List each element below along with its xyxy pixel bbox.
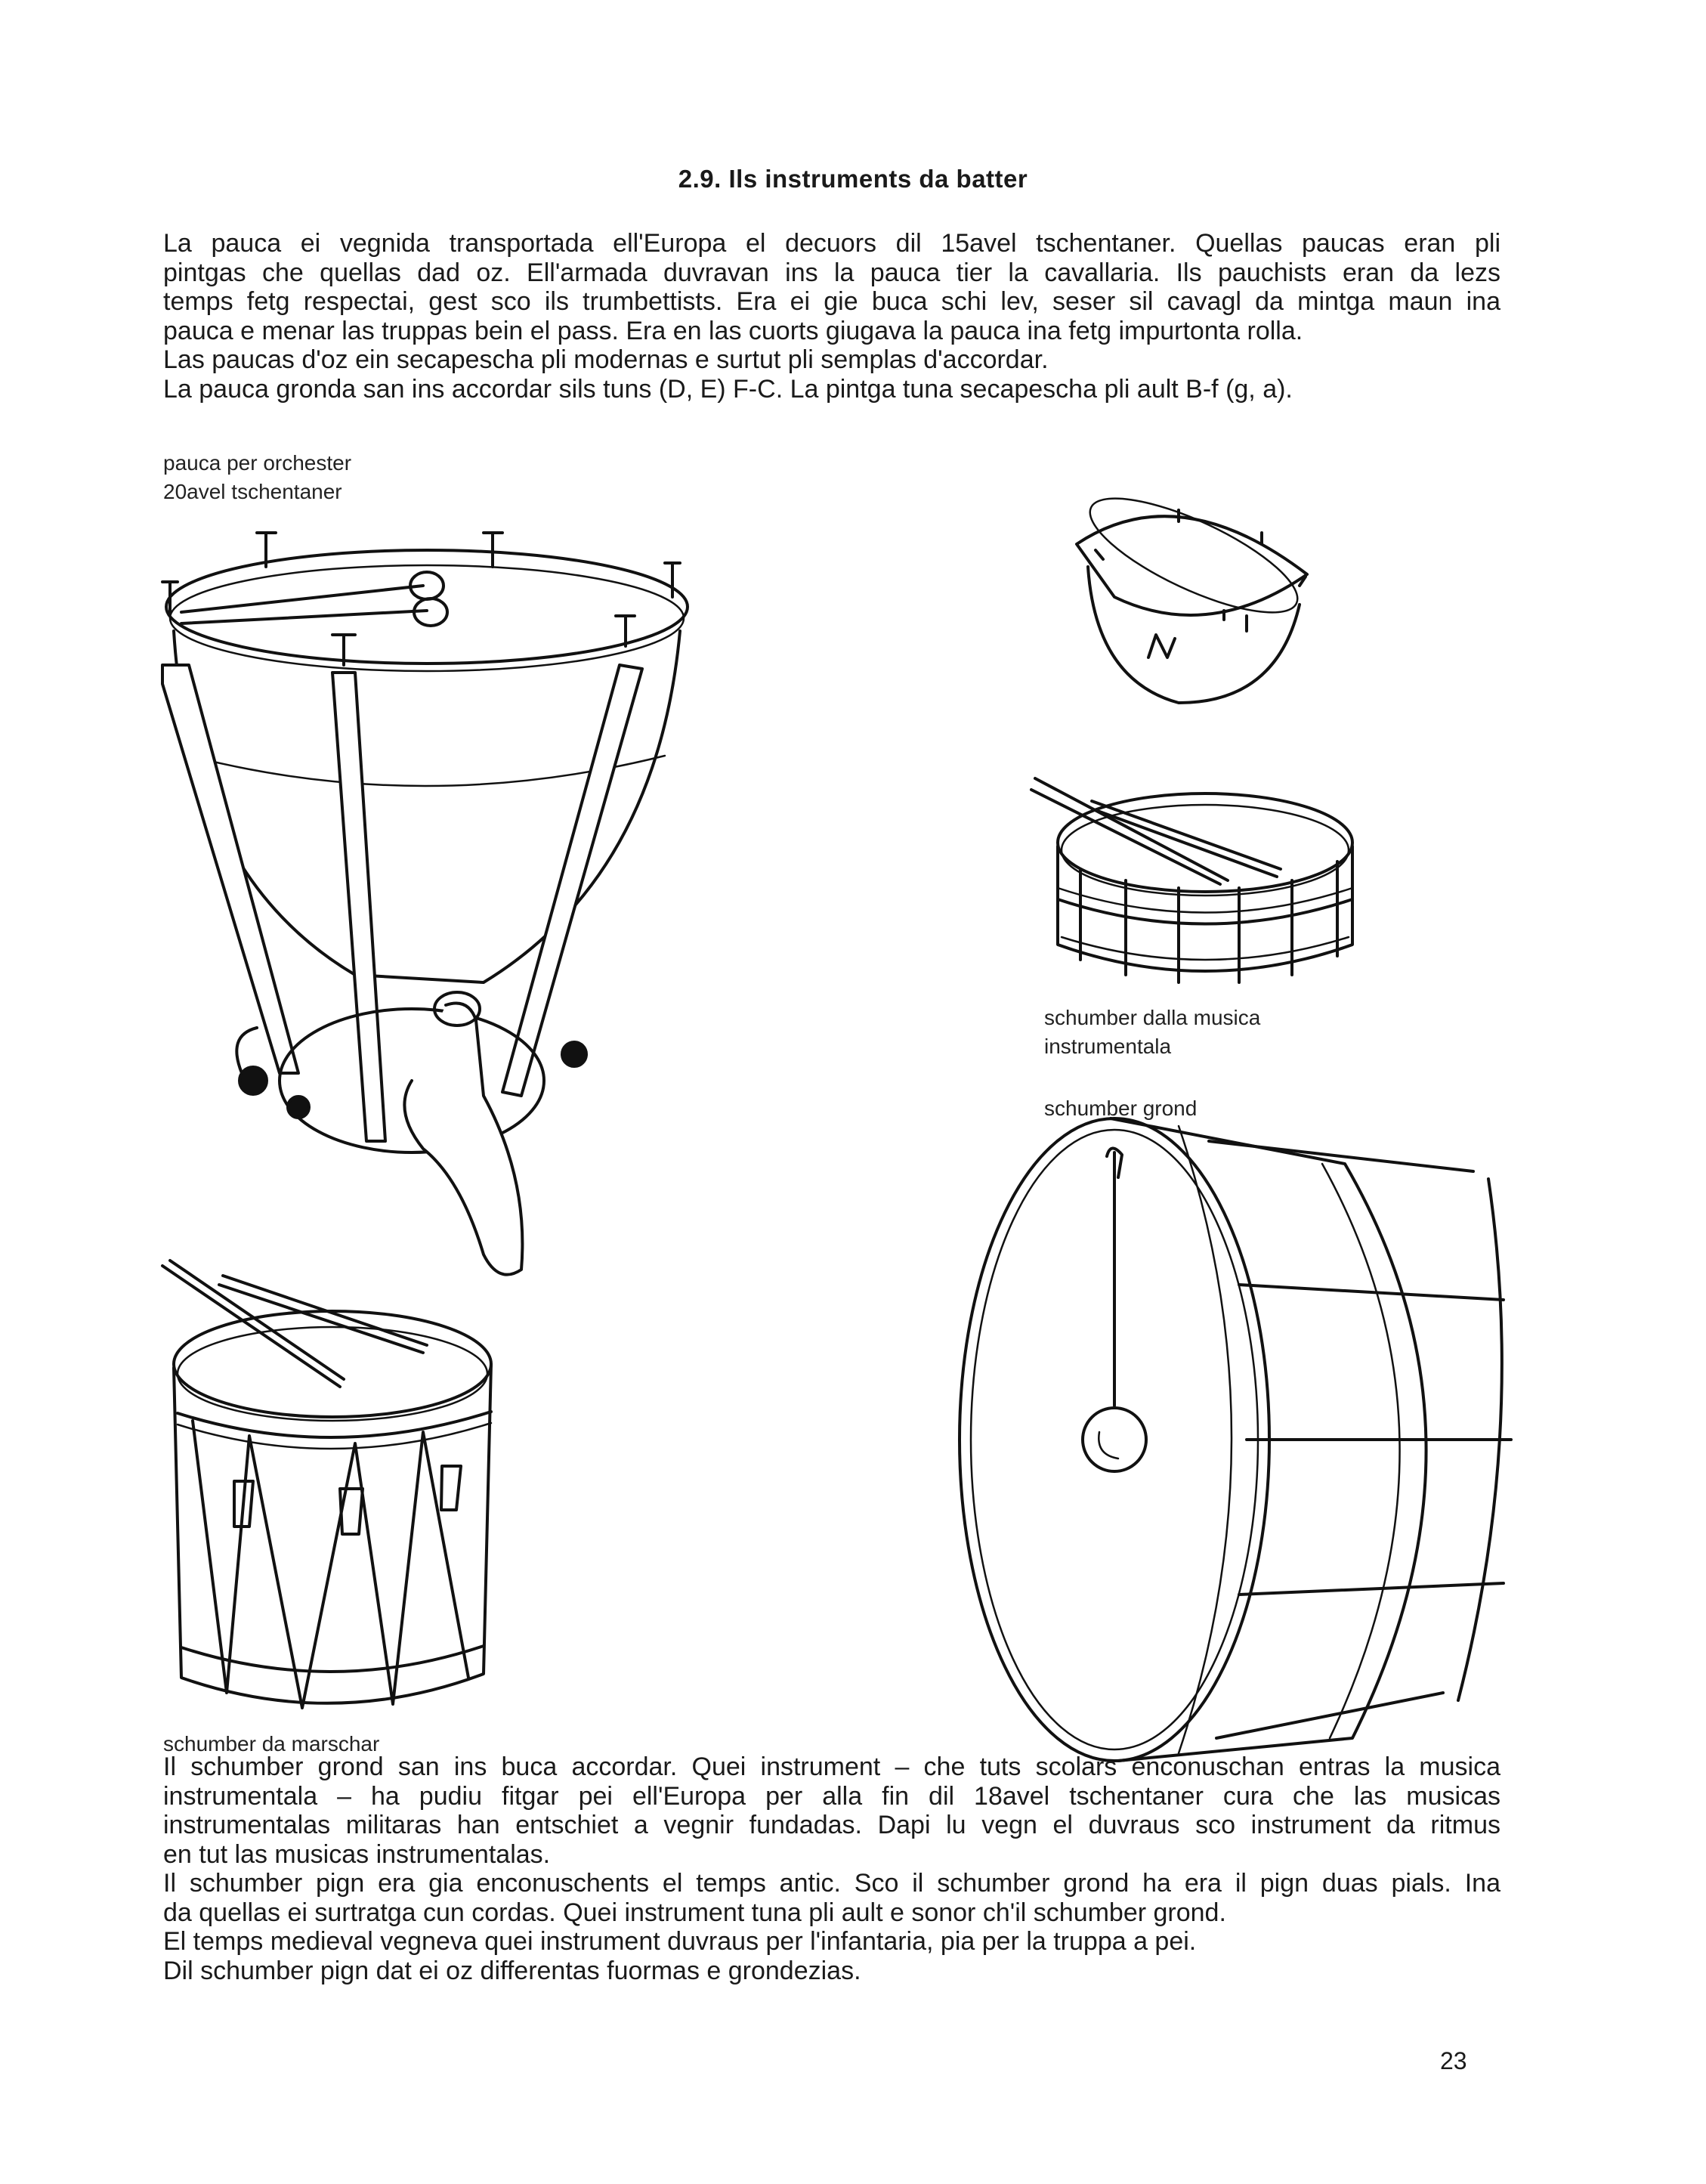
marching-drum-caption: schumber da marschar [163, 1732, 380, 1756]
timpani-drawing [162, 533, 688, 1275]
page-number: 23 [1440, 2047, 1467, 2074]
outro-paragraph [163, 1752, 1500, 1985]
section-heading: 2.9. Ils instruments da batter [678, 165, 1028, 193]
bass-drum-drawing [960, 1118, 1511, 1761]
intro-line: pauca e menar las truppas bein el pass. Era en las cuorts giugava la pauca ina fetg impurtonta rolla. [163, 316, 1303, 345]
intro-line: pintgas che quellas dad oz. Ell'armada duvravan ins la pauca tier la cavallaria. Ils pauchists eran da lezs [163, 258, 1500, 287]
outro-line: Il schumber grond san ins buca accordar. Quei instrument – che tuts scolars enconuschan entras la musica [163, 1752, 1500, 1781]
intro-line: Las paucas d'oz ein secapescha pli modernas e surtut pli semplas d'accordar. [163, 345, 1049, 374]
snare-drum-drawing [1031, 778, 1352, 982]
outro-line: en tut las musicas instrumentalas. [163, 1839, 551, 1869]
intro-line: La pauca ei vegnida transportada ell'Europa el decuors dil 15avel tschentaner. Quellas paucas eran pli [163, 229, 1500, 258]
outro-line: instrumentalas militaras han entschiet a vegnir fundadas. Dapi lu vegn el duvraus sco instrument da ritmus [163, 1811, 1500, 1839]
outro-line: instrumentala – ha pudiu fitgar pei ell'Europa per alla fin dil 18avel tschentaner cura che las musicas [163, 1781, 1500, 1811]
marching-drum-drawing [162, 1261, 491, 1708]
intro-line: La pauca gronda san ins accordar sils tuns (D, E) F-C. La pintga tuna secapescha pli ault B-f (g, a). [163, 374, 1293, 404]
outro-line: da quellas ei surtratga cun cordas. Quei instrument tuna pli ault e sonor ch'il schumber grond. [163, 1898, 1226, 1927]
intro-line: temps fetg respectai, gest sco ils trumbettists. Era ei gie buca schi lev, seser sil cavagl da mintga maun ina [163, 287, 1500, 316]
bass-drum-caption: schumber grond [1044, 1097, 1198, 1120]
snare-caption: schumber dalla musica instrumentala [1044, 1006, 1261, 1058]
outro-line: El temps medieval vegneva quei instrument duvraus per l'infantaria, pia per la truppa a pei. [163, 1927, 1197, 1956]
small-kettledrum-drawing [1077, 477, 1311, 703]
outro-line: Il schumber pign era gia enconuschents el temps antic. Sco il schumber grond ha era il pign duas pials. Ina [163, 1869, 1500, 1898]
timpani-caption: pauca per orchester 20avel tschentaner [163, 451, 352, 503]
outro-line: Dil schumber pign dat ei oz differentas fuormas e grondezias. [163, 1956, 861, 1985]
